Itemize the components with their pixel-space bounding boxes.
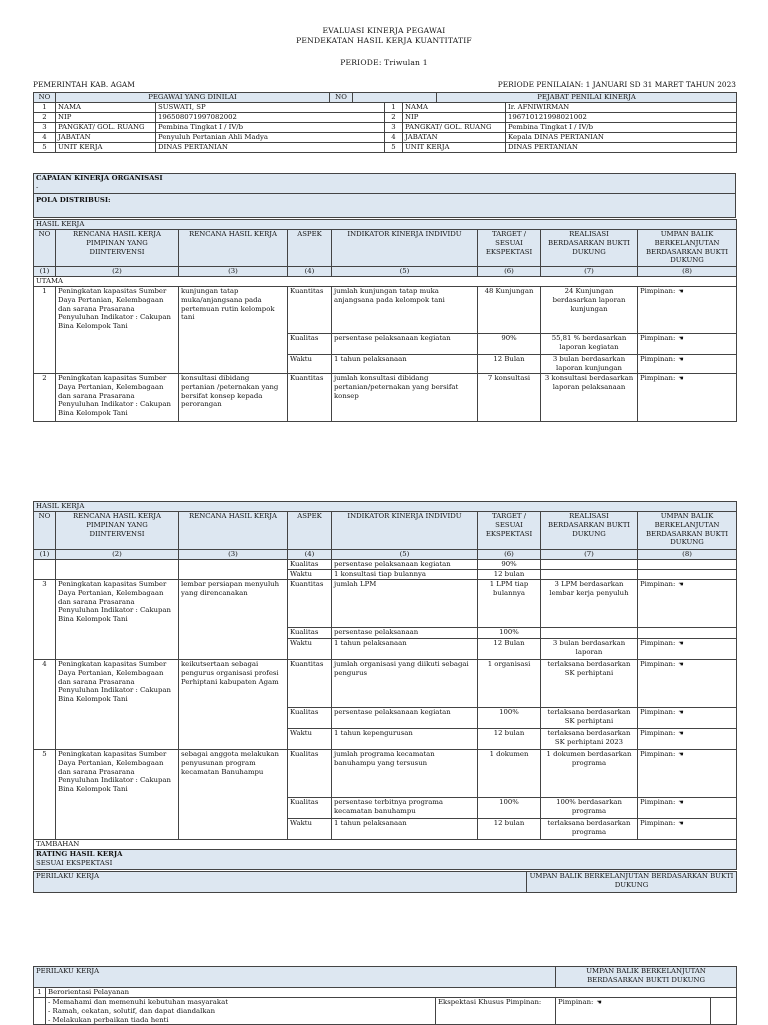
identity-table [33, 102, 737, 153]
hand-pointer-icon: ☚ [678, 661, 684, 668]
hand-pointer-icon: ☚ [678, 640, 684, 647]
table-row: Kualitas persentase pelaksanaan kegiatan 90% 55,81 % berdasarkan laporan kegiatan Pimpinan: ☚ [34, 334, 737, 355]
pejabat-nip: 196710121998021002 [506, 113, 737, 123]
hasil-kerja-table-1 [33, 219, 737, 422]
table-row: Waktu 1 tahun kepengurusan 12 bulan terlaksana berdasarkan SK perhiptani 2023 Pimpinan: ☚ [34, 729, 737, 750]
identity-row: 2 NIP 196508071997082002 2 NIP 196710121998021002 [34, 113, 737, 123]
perilaku-point: - Melakukan perbaikan tiada henti [48, 1015, 169, 1024]
hand-pointer-icon: ☚ [678, 751, 684, 758]
pegawai-unit: DINAS PERTANIAN [156, 143, 385, 153]
hasil-kerja-header: NO RENCANA HASIL KERJA PIMPINAN YANG DIINTERVENSI RENCANA HASIL KERJA ASPEK INDIKATOR KINERJA INDIVIDU TARGET / SESUAI EKSPEKTASI REALISASI BERDASARKAN BUKTI DUKUNG UMPAN BALIK BERKELANJUTAN BERDASARKAN BUKTI DUKUNG [34, 512, 737, 550]
perilaku-table-2: PERILAKU KERJA UMPAN BALIK BERKELANJUTAN BERDASARKAN BUKTI DUKUNG 1 Berorientasi Pelayanan - Memahami dan memenuhi kebutuhan masyarakat - Ramah, cekatan, solutif, dan dapat diandalkan - Melakukan perbaikan tiada henti Ekspektasi Khusus Pimpinan: Pimpinan: ☚ [33, 966, 737, 1025]
identity-row: 4 JABATAN Penyuluh Pertanian Ahli Madya 4 JABATAN Kepala DINAS PERTANIAN [34, 133, 737, 143]
pegawai-nama: SUSWATI, SP [156, 103, 385, 113]
id-no-header: NO [34, 93, 56, 103]
identity-row: 3 PANGKAT/ GOL. RUANG Pembina Tingkat I / IV/b 3 PANGKAT/ GOL. RUANG Pembina Tingkat I / IV/b [34, 123, 737, 133]
instansi: PEMERINTAH KAB. AGAM [33, 80, 135, 89]
table-row: Kualitas persentase terbitnya programa kecamatan banuhampu 100% 100% berdasarkan programa Pimpinan: ☚ [34, 798, 737, 819]
pejabat-pangkat: Pembina Tingkat I / IV/b [506, 123, 737, 133]
table-row: 3 Peningkatan kapasitas Sumber Daya Pertanian, Kelembagaan dan sarana Prasarana Penyuluhan Indikator : Cakupan Bina Kelompok Tani lembar persiapan menyuluh yang direncanakan Kuantitas jumlah LPM 1 LPM tiap bulannya 3 LPM berdasarkan lembar kerja penyuluh Pimpinan: ☚ [34, 580, 737, 628]
hand-pointer-icon: ☚ [678, 356, 684, 363]
pejabat-jabatan: Kepala DINAS PERTANIAN [506, 133, 737, 143]
capaian-value: - [36, 182, 39, 191]
hand-pointer-icon: ☚ [678, 288, 684, 295]
perilaku-item-no: 1 [34, 988, 46, 998]
hand-pointer-icon: ☚ [678, 799, 684, 806]
rating-title: RATING HASIL KERJA [36, 850, 123, 858]
table-row: Kualitas persentase pelaksanaan kegiatan 90% [34, 560, 737, 570]
table-row: Waktu 1 tahun pelaksanaan 12 bulan terlaksana berdasarkan programa Pimpinan: ☚ [34, 819, 737, 840]
perilaku-title: PERILAKU KERJA [34, 872, 527, 893]
table-row: Waktu 1 tahun pelaksanaan 12 Bulan 3 bulan berdasarkan laporan kunjungan Pimpinan: ☚ [34, 355, 737, 374]
perilaku-point: - Ramah, cekatan, solutif, dan dapat diandalkan [48, 1006, 216, 1015]
pegawai-jabatan: Penyuluh Pertanian Ahli Madya [156, 133, 385, 143]
hasil-kerja-header: NO RENCANA HASIL KERJA PIMPINAN YANG DIINTERVENSI RENCANA HASIL KERJA ASPEK INDIKATOR KINERJA INDIVIDU TARGET / SESUAI EKSPEKTASI REALISASI BERDASARKAN BUKTI DUKUNG UMPAN BALIK BERKELANJUTAN BERDASARKAN BUKTI DUKUNG [34, 230, 737, 267]
table-row: Waktu 1 konsultasi tiap bulannya 12 bulan [34, 570, 737, 580]
ekspektasi-label: Ekspektasi Khusus Pimpinan: [436, 998, 556, 1025]
column-numbers: (1) (2) (3) (4) (5) (6) (7) (8) [34, 267, 737, 277]
identity-row: 5 UNIT KERJA DINAS PERTANIAN 5 UNIT KERJA DINAS PERTANIAN [34, 143, 737, 153]
utama-label: UTAMA [34, 277, 737, 287]
hand-pointer-icon: ☚ [678, 335, 684, 342]
identity-row: 1 NAMA SUSWATI, SP 1 NAMA Ir. AFNIWIRMAN [34, 103, 737, 113]
table-row: 1 Peningkatan kapasitas Sumber Daya Pertanian, Kelembagaan dan sarana Prasarana Penyuluhan Indikator : Cakupan Bina Kelompok Tani kunjungan tatap muka/anjangsana pada pertemuan rutin kelompok tani Kuantitas jumlah kunjungan tatap muka anjangsana pada kelompok tani 48 Kunjungan 24 Kunjungan berdasarkan laporan kunjungan Pimpinan: ☚ [34, 287, 737, 334]
hand-pointer-icon: ☚ [678, 581, 684, 588]
hasil-kerja-title: HASIL KERJA [34, 220, 737, 230]
tambahan-label: TAMBAHAN [34, 840, 737, 850]
hand-pointer-icon: ☚ [678, 820, 684, 827]
pejabat-unit: DINAS PERTANIAN [506, 143, 737, 153]
periode-penilaian: PERIODE PENILAIAN: 1 JANUARI SD 31 MARET TAHUN 2023 [497, 80, 736, 89]
table-row: Waktu 1 tahun pelaksanaan 12 Bulan 3 bulan berdasarkan laporan Pimpinan: ☚ [34, 639, 737, 660]
table-row: Kualitas persentase pelaksanaan 100% [34, 628, 737, 639]
pegawai-header: PEGAWAI YANG DINILAI [56, 93, 330, 103]
pejabat-nama: Ir. AFNIWIRMAN [506, 103, 737, 113]
perilaku-point: - Memahami dan memenuhi kebutuhan masyarakat [48, 998, 228, 1006]
hasil-kerja-table-2: HASIL KERJA NO RENCANA HASIL KERJA PIMPINAN YANG DIINTERVENSI RENCANA HASIL KERJA ASPEK INDIKATOR KINERJA INDIVIDU TARGET / SESUAI EKSPEKTASI REALISASI BERDASARKAN BUKTI DUKUNG UMPAN BALIK BERKELANJUTAN BERDASARKAN BUKTI DUKUNG (1) (2) (3) (4) (5) (6) (7) (8) Kualitas persentase pelaksanaan kegiatan 90% Waktu 1 konsultasi tiap bulannya 12 bulan 3 Peningkatan kapasitas Sumber Daya Pertanian, Kelembagaan dan sarana Prasarana Penyuluhan Indikator : Cakupan Bina Kelompok Tani lembar persiapan menyuluh yang direncanakan Kuantitas jumlah LPM 1 LPM tiap bulannya 3 LPM berdasarkan lembar kerja penyuluh Pimpinan: ☚ Kualitas persentase pelaksanaan 100% Waktu 1 tahun pelaksanaan 12 Bulan 3 bulan berdasarkan laporan Pimpinan: ☚ 4 Peningkatan kapasitas Sumber Daya Pertanian, Kelembagaan dan sarana Prasarana Penyuluhan Indikator : Cakupan Bina Kelompok Tani keikutsertaan sebagai pengurus organisasi profesi Perhiptani kabupaten Agam Kuantitas jumlah organisasi yang diikuti sebagai pengurus 1 organisasi terlaksana berdasarkan SK perhiptani Pimpinan: ☚ Kualitas persentase pelaksanaan kegiatan 100% terlaksana berdasarkan SK perhiptani Pimpinan: ☚ Waktu 1 tahun kepengurusan 12 bulan terlaksana berdasarkan SK perhiptani 2023 Pimpinan: ☚ 5 Peningkatan kapasitas Sumber Daya Pertanian, Kelembagaan dan sarana Prasarana Penyuluhan Indikator : Cakupan Bina Kelompok Tani sebagai anggota melakukan penyusunan program kecamatan Banuhampu Kualitas jumlah programa kecamatan banuhampu yang tersusun 1 dokumen 1 dokumen berdasarkan programa Pimpinan: ☚ Kualitas persentase terbitnya programa kecamatan banuhampu 100% 100% berdasarkan programa Pimpinan: ☚ Waktu 1 tahun pelaksanaan 12 bulan terlaksana berdasarkan programa Pimpinan: ☚ TAMBAHAN RATING HASIL KERJA SESUAI EKSPEKTASI [33, 501, 737, 870]
capaian-title: CAPAIAN KINERJA ORGANISASI [36, 174, 163, 182]
perilaku-umpan-header: UMPAN BALIK BERKELANJUTAN BERDASARKAN BUKTI DUKUNG [527, 872, 737, 893]
perilaku-table-1 [33, 871, 737, 893]
id-no2-header: NO [330, 93, 353, 102]
doc-title: EVALUASI KINERJA PEGAWAI [322, 26, 446, 35]
identity-header [34, 93, 737, 103]
doc-periode: PERIODE: Triwulan 1 [340, 58, 428, 67]
column-numbers: (1) (2) (3) (4) (5) (6) (7) (8) [34, 550, 737, 560]
pegawai-nip: 196508071997082002 [156, 113, 385, 123]
hand-pointer-icon: ☚ [678, 375, 684, 382]
hand-pointer-icon: ☚ [596, 999, 602, 1006]
pejabat-header: PEJABAT PENILAI KINERJA [437, 93, 737, 103]
table-row: 2 Peningkatan kapasitas Sumber Daya Pertanian, Kelembagaan dan sarana Prasarana Penyuluhan Indikator : Cakupan Bina Kelompok Tani konsultasi dibidang pertanian /peternakan yang bersifat konsep kepada perorangan Kuantitas jumlah konsultasi dibidang pertanian/peternakan yang bersifat konsep 7 konsultasi 3 konsultasi berdasarkan laporan pelaksanaan Pimpinan: ☚ [34, 374, 737, 422]
pola-title: POLA DISTRIBUSI: [36, 196, 111, 204]
hand-pointer-icon: ☚ [678, 730, 684, 737]
table-row: 4 Peningkatan kapasitas Sumber Daya Pertanian, Kelembagaan dan sarana Prasarana Penyuluhan Indikator : Cakupan Bina Kelompok Tani keikutsertaan sebagai pengurus organisasi profesi Perhiptani kabupaten Agam Kuantitas jumlah organisasi yang diikuti sebagai pengurus 1 organisasi terlaksana berdasarkan SK perhiptani Pimpinan: ☚ [34, 660, 737, 708]
table-row: Kualitas persentase pelaksanaan kegiatan 100% terlaksana berdasarkan SK perhiptani Pimpinan: ☚ [34, 708, 737, 729]
perilaku-item-title: Berorientasi Pelayanan [46, 988, 737, 998]
hand-pointer-icon: ☚ [678, 709, 684, 716]
rating-value: SESUAI EKSPEKTASI [36, 858, 113, 867]
pegawai-pangkat: Pembina Tingkat I / IV/b [156, 123, 385, 133]
table-row: 5 Peningkatan kapasitas Sumber Daya Pertanian, Kelembagaan dan sarana Prasarana Penyuluhan Indikator : Cakupan Bina Kelompok Tani sebagai anggota melakukan penyusunan program kecamatan Banuhampu Kualitas jumlah programa kecamatan banuhampu yang tersusun 1 dokumen 1 dokumen berdasarkan programa Pimpinan: ☚ [34, 750, 737, 798]
doc-subtitle: PENDEKATAN HASIL KERJA KUANTITATIF [296, 36, 472, 45]
capaian-section [33, 173, 736, 218]
